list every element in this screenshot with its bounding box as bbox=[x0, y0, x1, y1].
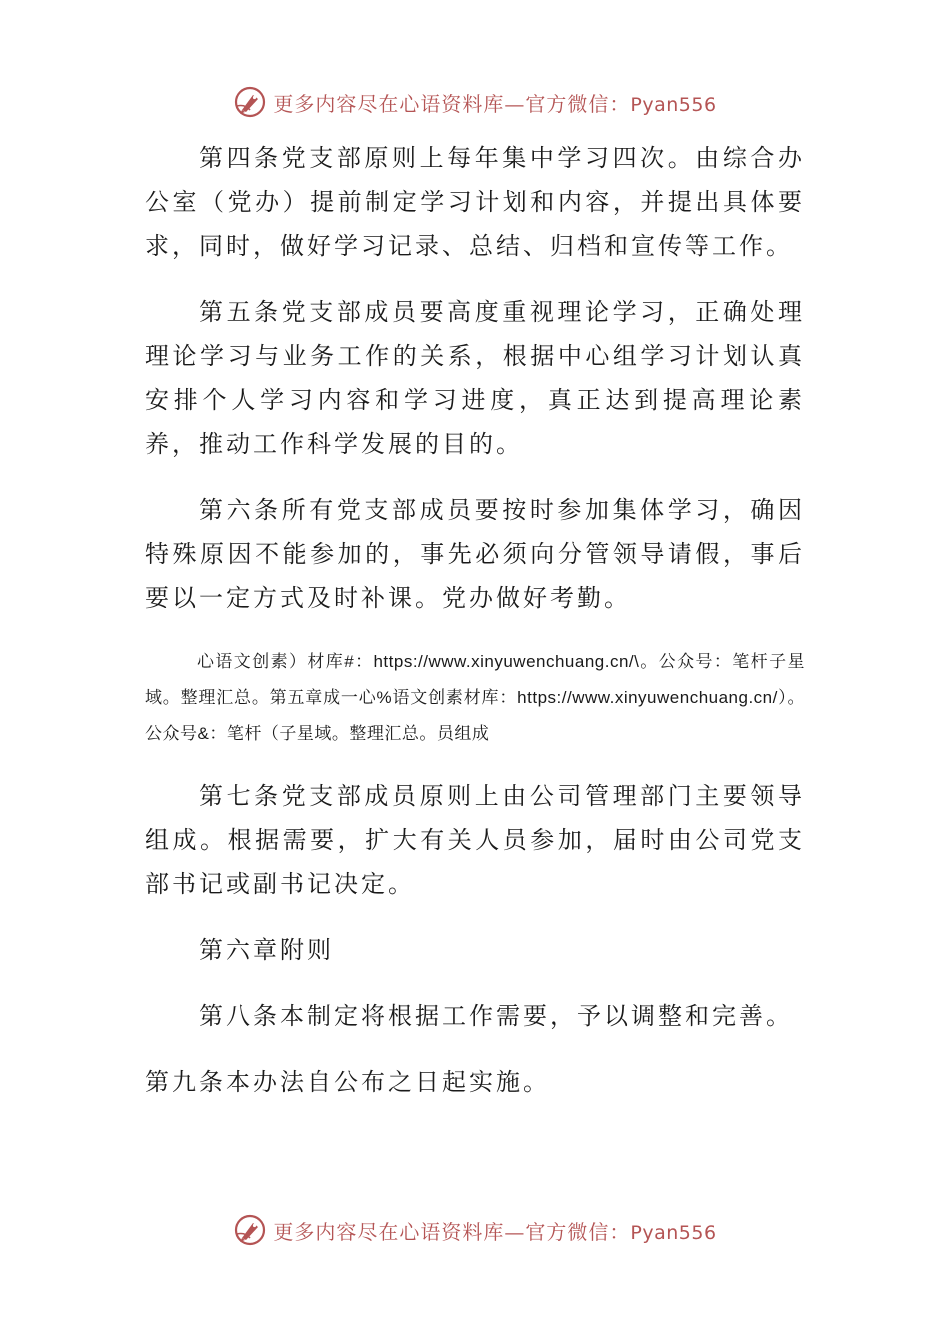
header-banner-label: 更多内容尽在心语资料库—官方微信： bbox=[273, 91, 631, 116]
pen-nib-icon bbox=[233, 85, 267, 119]
footer-banner-text bbox=[273, 1216, 716, 1245]
chapter-6-heading: 第六章附则 bbox=[199, 936, 334, 964]
article-9-paragraph: 第九条本办法自公布之日起实施。 bbox=[145, 1068, 550, 1096]
header-banner-handle: Pyan556 bbox=[630, 93, 717, 116]
header-banner bbox=[0, 82, 950, 122]
watermark-note-paragraph: 心语文创素）材库#：https://www.xinyuwenchuang.cn/\。公众号：笔杆子星域。整理汇总。第五章成一心%语文创素材库：https://www.xinyuwenchuang.cn/）。公众号&：笔杆（子星域。整理汇总。员组成 bbox=[145, 652, 805, 743]
document-body bbox=[145, 136, 805, 1104]
footer-banner-label: 更多内容尽在心语资料库—官方微信： bbox=[273, 1219, 631, 1244]
article-7-paragraph: 第七条党支部成员原则上由公司管理部门主要领导组成。根据需要，扩大有关人员参加，届时由公司党支部书记或副书记决定。 bbox=[145, 782, 805, 898]
footer-banner-handle: Pyan556 bbox=[630, 1221, 717, 1244]
article-8-paragraph: 第八条本制定将根据工作需要，予以调整和完善。 bbox=[199, 1002, 793, 1030]
article-6-paragraph: 第六条所有党支部成员要按时参加集体学习，确因特殊原因不能参加的，事先必须向分管领导请假，事后要以一定方式及时补课。党办做好考勤。 bbox=[145, 496, 805, 612]
article-4-paragraph: 第四条党支部原则上每年集中学习四次。由综合办公室（党办）提前制定学习计划和内容，并提出具体要求，同时，做好学习记录、总结、归档和宣传等工作。 bbox=[145, 144, 805, 260]
footer-banner bbox=[0, 1210, 950, 1250]
header-banner-text bbox=[273, 88, 716, 117]
pen-nib-icon bbox=[233, 1213, 267, 1247]
article-5-paragraph: 第五条党支部成员要高度重视理论学习，正确处理理论学习与业务工作的关系，根据中心组学习计划认真安排个人学习内容和学习进度，真正达到提高理论素养，推动工作科学发展的目的。 bbox=[145, 298, 805, 458]
